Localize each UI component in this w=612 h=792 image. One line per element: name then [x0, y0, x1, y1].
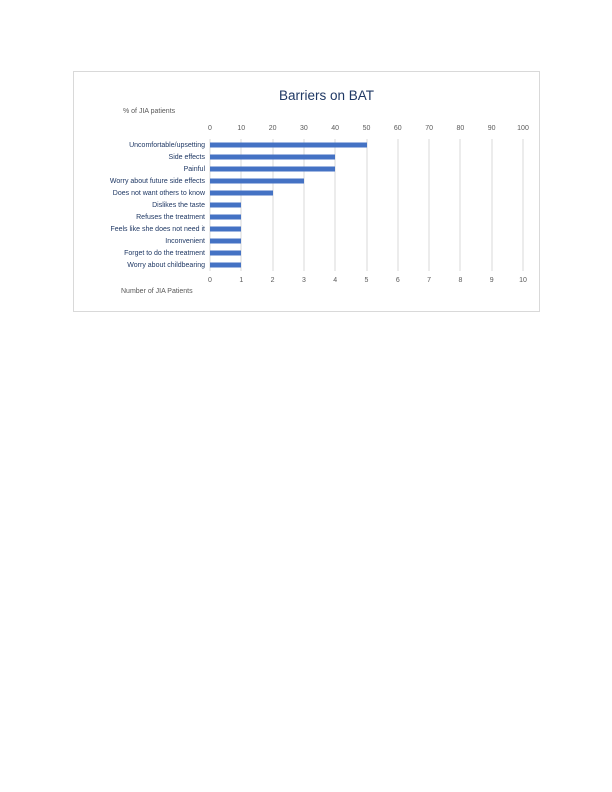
bar-track	[210, 175, 523, 187]
bottom-tick-label: 2	[270, 277, 275, 284]
category-label: Worry about future side effects	[109, 177, 205, 185]
bar-track	[210, 163, 523, 175]
bottom-tick-label: 10	[519, 277, 527, 284]
bar	[210, 143, 367, 148]
bar-row	[74, 187, 541, 199]
bar	[210, 227, 241, 232]
category-label: Side effects	[168, 153, 205, 161]
category-label: Does not want others to know	[112, 189, 205, 197]
bar	[210, 167, 335, 172]
top-tick-label: 40	[331, 125, 340, 132]
bar	[210, 155, 335, 160]
top-tick-label: 30	[299, 125, 308, 132]
category-label: Dislikes the taste	[152, 201, 205, 209]
category-label: Uncomfortable/upsetting	[129, 141, 205, 149]
top-tick-label: 100	[517, 125, 529, 132]
chart-title: Barriers on BAT	[278, 88, 375, 103]
bar	[210, 203, 241, 208]
bar-row	[74, 235, 541, 247]
bar	[210, 179, 304, 184]
bottom-axis-ticks	[208, 277, 527, 285]
top-tick-label: 10	[237, 125, 246, 132]
top-tick-label: 0	[208, 125, 212, 132]
bar-rows	[74, 139, 541, 271]
bar-track	[210, 247, 523, 259]
bottom-tick-label: 3	[301, 277, 306, 284]
chart	[73, 71, 540, 312]
bar-row	[74, 223, 541, 235]
category-label: Worry about childbearing	[127, 261, 205, 269]
bottom-tick-label: 9	[489, 277, 494, 284]
bar-track	[210, 259, 523, 271]
bar	[210, 263, 241, 268]
top-tick-label: 70	[425, 125, 433, 132]
top-tick-label: 80	[456, 125, 465, 132]
top-axis-ticks	[208, 125, 529, 133]
top-axis-title: % of JIA patients	[123, 108, 176, 115]
bar-row	[74, 199, 541, 211]
category-label: Inconvenient	[165, 237, 205, 245]
bottom-tick-label: 6	[395, 277, 400, 284]
bar-track	[210, 235, 523, 247]
category-label: Refuses the treatment	[136, 213, 205, 221]
bar	[210, 239, 241, 244]
bar	[210, 215, 241, 220]
bottom-tick-label: 5	[364, 277, 369, 284]
top-tick-label: 60	[393, 125, 402, 132]
top-tick-label: 90	[487, 125, 496, 132]
category-label: Feels like she does not need it	[110, 225, 205, 233]
bottom-axis-title: Number of JIA Patients	[121, 288, 193, 295]
bar-track	[210, 199, 523, 211]
bar	[210, 251, 241, 256]
bar-row	[74, 259, 541, 271]
bar-row	[74, 139, 541, 151]
bar-track	[210, 223, 523, 235]
category-label: Painful	[183, 165, 205, 173]
bottom-tick-label: 4	[333, 277, 338, 284]
bottom-tick-label: 1	[239, 277, 244, 284]
bar	[210, 191, 273, 196]
bottom-tick-label: 0	[208, 277, 212, 284]
bar-track	[210, 151, 523, 163]
bar-row	[74, 211, 541, 223]
bar-row	[74, 151, 541, 163]
bar-row	[74, 247, 541, 259]
bottom-tick-label: 7	[427, 277, 432, 284]
top-tick-label: 50	[362, 125, 371, 132]
bar-track	[210, 211, 523, 223]
category-label: Forget to do the treatment	[124, 249, 205, 257]
bar-track	[210, 139, 523, 151]
bar-row	[74, 163, 541, 175]
bar-track	[210, 187, 523, 199]
bottom-tick-label: 8	[458, 277, 463, 284]
bar-row	[74, 175, 541, 187]
top-tick-label: 20	[268, 125, 277, 132]
